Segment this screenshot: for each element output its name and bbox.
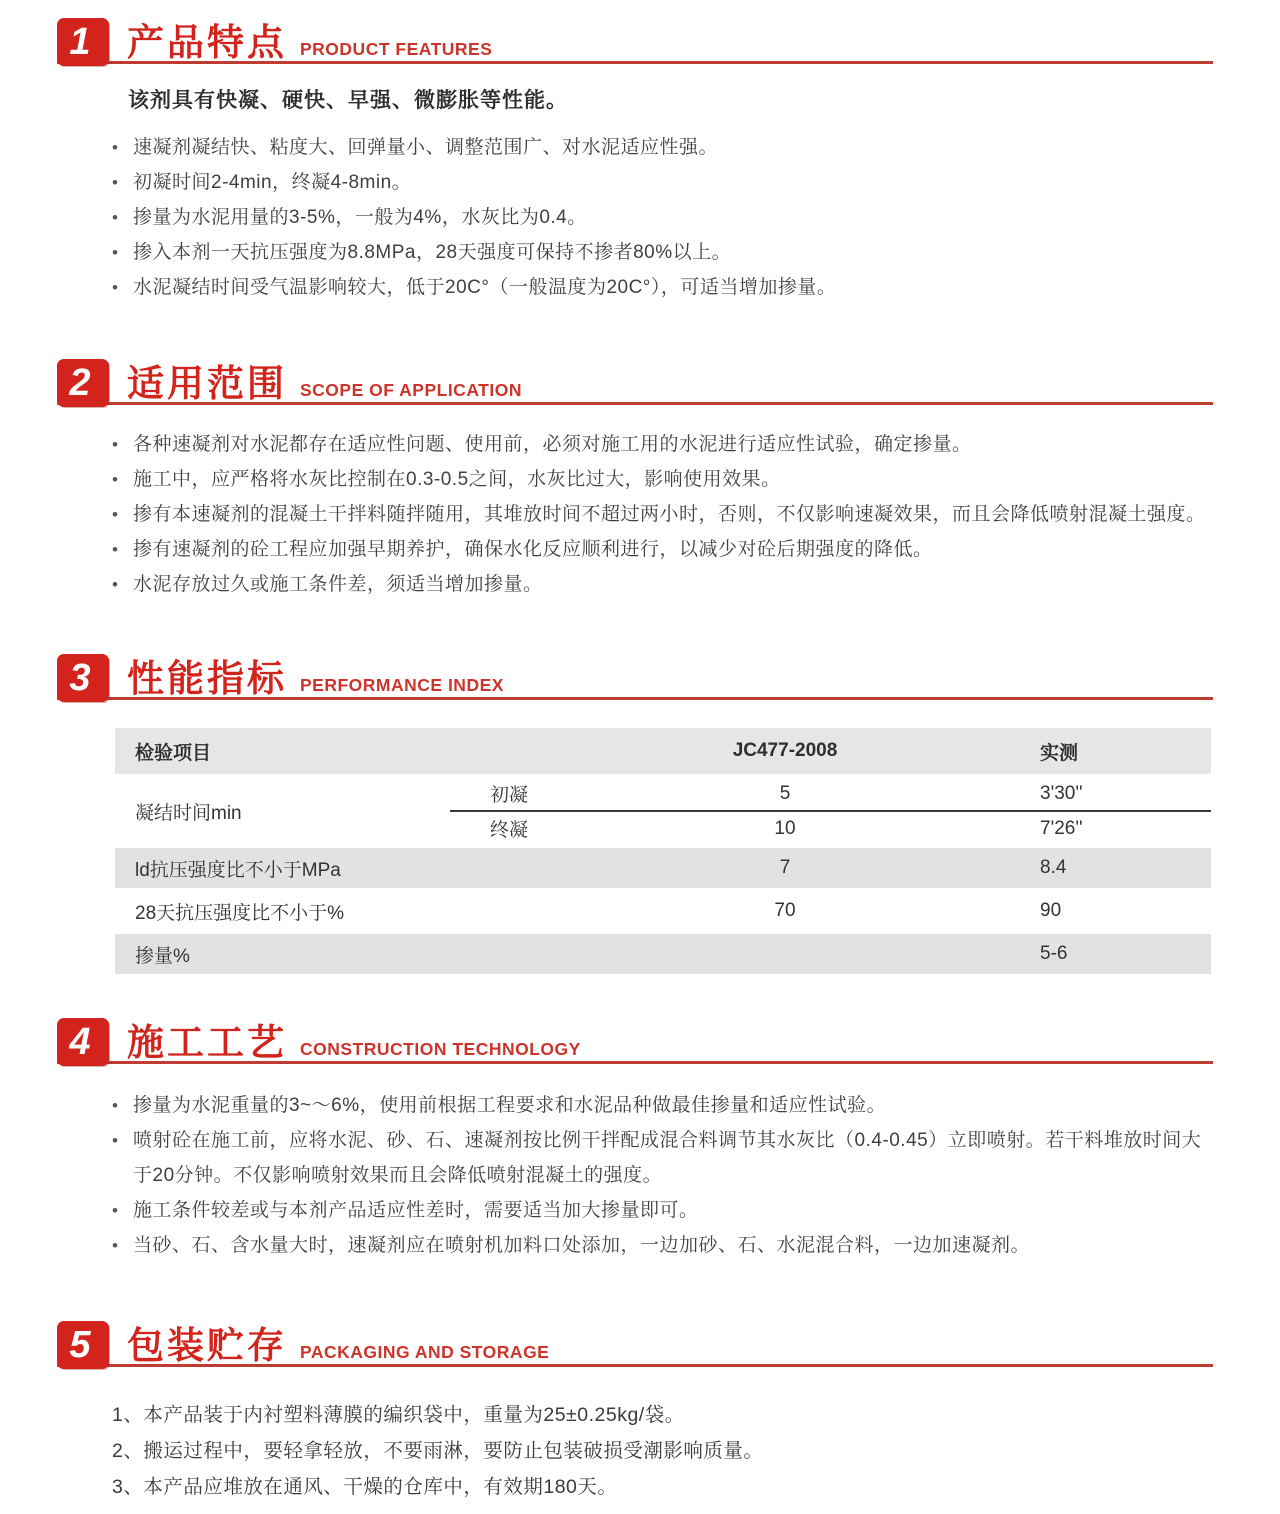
row-measured-value: 90	[1040, 900, 1062, 921]
section-5-number-badge: 5	[57, 1321, 109, 1369]
final-set-measured: 7'26''	[1040, 817, 1083, 839]
section-construction-technology	[0, 1018, 1280, 1263]
packaging-list	[112, 1397, 1213, 1505]
feature-bullet: • 速凝剂凝结快、粘度大、回弹量小、调整范围广、对水泥适应性强。	[112, 130, 1213, 165]
product-features-list	[112, 130, 1213, 305]
final-set-standard: 10	[774, 817, 796, 839]
feature-bullet: • 掺量为水泥用量的3-5%，一般为4%，水灰比为0.4。	[112, 200, 1213, 235]
table-row-1d-strength	[115, 848, 1211, 888]
initial-set-measured: 3'30''	[1040, 782, 1083, 804]
scope-bullet: • 掺有速凝剂的砼工程应加强早期养护，确保水化反应顺利进行，以减少对砼后期强度的降低。	[112, 532, 1213, 567]
section-2-title: 适用范围	[127, 363, 287, 404]
table-row-28d-strength	[115, 891, 1211, 931]
feature-bullet: • 掺入本剂一天抗压强度为8.8MPa，28天强度可保持不掺者80%以上。	[112, 235, 1213, 270]
initial-set-standard: 5	[779, 782, 791, 804]
section-4-title: 施工工艺	[127, 1022, 287, 1063]
section-5-title: 包装贮存	[127, 1325, 287, 1366]
section-1-title: 产品特点	[127, 22, 287, 63]
section-3-title: 性能指标	[127, 658, 287, 699]
row-item-label: 28天抗压强度比不小于%	[135, 902, 345, 924]
section-4-number-badge: 4	[57, 1018, 109, 1066]
section-2-header	[57, 359, 1213, 405]
section-3-header	[57, 654, 1213, 700]
feature-bullet: • 初凝时间2-4min，终凝4-8min。	[112, 165, 1213, 200]
row-measured-value: 5-6	[1040, 943, 1068, 964]
setting-time-subrows	[450, 777, 1211, 845]
section-1-subtitle: PRODUCT FEATURES	[300, 39, 493, 59]
construction-bullet: • 施工条件较差或与本剂产品适应性差时，需要适当加大掺量即可。	[112, 1193, 1213, 1228]
table-row-dosage	[115, 934, 1211, 974]
scope-bullet: • 掺有本速凝剂的混凝土干拌料随拌随用，其堆放时间不超过两小时，否则，不仅影响速凝效果，而且会降低喷射混凝土强度。	[112, 497, 1213, 532]
section-5-subtitle: PACKAGING AND STORAGE	[300, 1342, 550, 1362]
final-set-label: 终凝	[490, 820, 529, 841]
construction-bullet: • 喷射砼在施工前，应将水泥、砂、石、速凝剂按比例干拌配成混合料调节其水灰比（0.4-0.45）立即喷射。若干料堆放时间大于20分钟。不仅影响喷射效果而且会降低喷射混凝土的强度。	[112, 1123, 1213, 1193]
col-header-measured: 实测	[1040, 742, 1079, 764]
row-standard-value: 7	[779, 857, 791, 878]
construction-bullet: • 掺量为水泥重量的3~～6%，使用前根据工程要求和水泥品种做最佳掺量和适应性试验。	[112, 1088, 1213, 1123]
section-2-number-badge: 2	[57, 359, 109, 407]
table-subrow-initial-set	[450, 777, 1211, 810]
scope-bullet: • 各种速凝剂对水泥都存在适应性问题、使用前，必须对施工用的水泥进行适应性试验，确定掺量。	[112, 427, 1213, 462]
table-row-setting-time	[115, 777, 1211, 845]
construction-bullet: • 当砂、石、含水量大时，速凝剂应在喷射机加料口处添加，一边加砂、石、水泥混合料，一边加速凝剂。	[112, 1228, 1213, 1263]
packaging-item: 3、本产品应堆放在通风、干燥的仓库中，有效期180天。	[112, 1476, 618, 1498]
section-1-number-badge: 1	[57, 18, 109, 66]
section-4-subtitle: CONSTRUCTION TECHNOLOGY	[300, 1039, 581, 1059]
scope-list	[112, 427, 1213, 602]
section-4-header	[57, 1018, 1213, 1064]
performance-table-header-row	[115, 728, 1211, 774]
table-subrow-final-set	[450, 812, 1211, 845]
section-packaging-storage	[0, 1321, 1280, 1505]
section-performance-index	[0, 654, 1280, 974]
section-5-header	[57, 1321, 1213, 1367]
section-3-number-badge: 3	[57, 654, 109, 702]
section-2-subtitle: SCOPE OF APPLICATION	[300, 380, 522, 400]
setting-time-label: 凝结时间min	[135, 802, 242, 824]
row-standard-value: 70	[774, 900, 796, 921]
scope-bullet: • 水泥存放过久或施工条件差，须适当增加掺量。	[112, 567, 1213, 602]
feature-bullet: • 水泥凝结时间受气温影响较大，低于20C°（一般温度为20C°），可适当增加掺量。	[112, 270, 1213, 305]
section-1-header	[57, 18, 1213, 64]
section-scope-of-application	[0, 359, 1280, 602]
packaging-item: 2、搬运过程中，要轻拿轻放，不要雨淋，要防止包装破损受潮影响质量。	[112, 1440, 764, 1462]
packaging-item: 1、本产品装于内衬塑料薄膜的编织袋中，重量为25±0.25kg/袋。	[112, 1404, 685, 1426]
initial-set-label: 初凝	[490, 785, 529, 806]
section-3-subtitle: PERFORMANCE INDEX	[300, 675, 504, 695]
col-header-standard: JC477-2008	[732, 740, 838, 761]
row-item-label: 掺量%	[135, 945, 190, 967]
product-features-intro: 该剂具有快凝、硬快、早强、微膨胀等性能。	[128, 89, 568, 112]
row-item-label: ld抗压强度比不小于MPa	[135, 859, 341, 881]
col-header-item: 检验项目	[135, 742, 212, 764]
performance-table	[115, 728, 1211, 974]
row-measured-value: 8.4	[1040, 857, 1067, 878]
construction-list	[112, 1088, 1213, 1263]
scope-bullet: • 施工中，应严格将水灰比控制在0.3-0.5之间，水灰比过大，影响使用效果。	[112, 462, 1213, 497]
section-product-features	[0, 18, 1280, 305]
